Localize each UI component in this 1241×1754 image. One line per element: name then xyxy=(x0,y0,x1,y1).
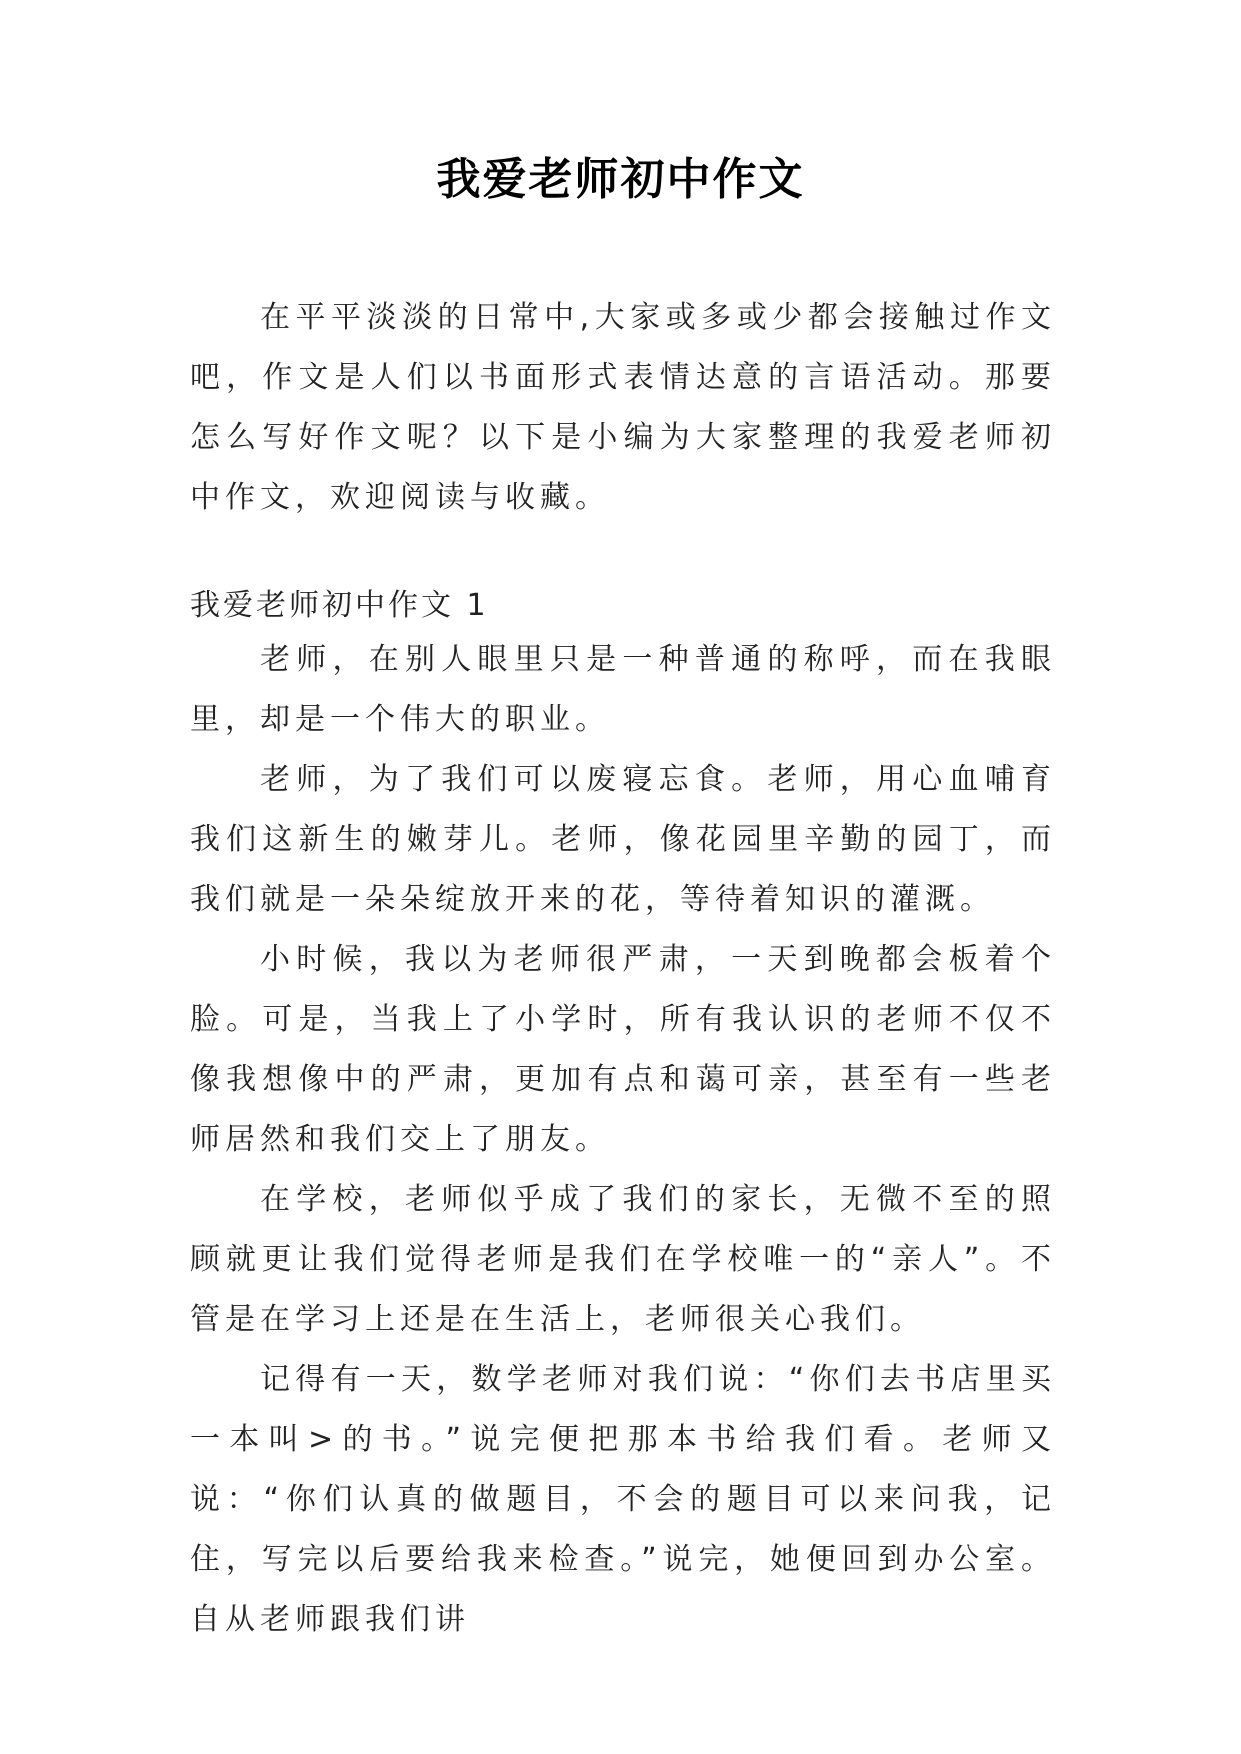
intro-section xyxy=(190,288,1056,528)
essay-paragraph-2: 老师，为了我们可以废寝忘食。老师，用心血哺育我们这新生的嫩芽儿。老师，像花园里辛勤的园丁，而我们就是一朵朵绽放开来的花，等待着知识的灌溉。 xyxy=(190,762,1056,917)
intro-paragraph: 在平平淡淡的日常中,大家或多或少都会接触过作文吧，作文是人们以书面形式表情达意的言语活动。那要怎么写好作文呢？以下是小编为大家整理的我爱老师初中作文，欢迎阅读与收藏。 xyxy=(190,300,1056,515)
essay-paragraph-3: 小时候，我以为老师很严肃，一天到晚都会板着个脸。可是，当我上了小学时，所有我认识的老师不仅不像我想像中的严肃，更加有点和蔼可亲，甚至有一些老师居然和我们交上了朋友。 xyxy=(190,942,1056,1157)
essay-body xyxy=(190,630,1056,1650)
essay-paragraph-1: 老师，在别人眼里只是一种普通的称呼，而在我眼里，却是一个伟大的职业。 xyxy=(190,642,1056,737)
essay-paragraph-5: 记得有一天，数学老师对我们说：“你们去书店里买一本叫>的书。”说完便把那本书给我们看。老师又说：“你们认真的做题目，不会的题目可以来问我，记住，写完以后要给我来检查。”说完，她便回到办公室。自从老师跟我们讲 xyxy=(190,1362,1056,1637)
essay-paragraph-4: 在学校，老师似乎成了我们的家长，无微不至的照顾就更让我们觉得老师是我们在学校唯一的“亲人”。不管是在学习上还是在生活上，老师很关心我们。 xyxy=(190,1182,1056,1337)
section-heading: 我爱老师初中作文 1 xyxy=(190,588,489,623)
document-title: 我爱老师初中作文 xyxy=(436,154,805,205)
